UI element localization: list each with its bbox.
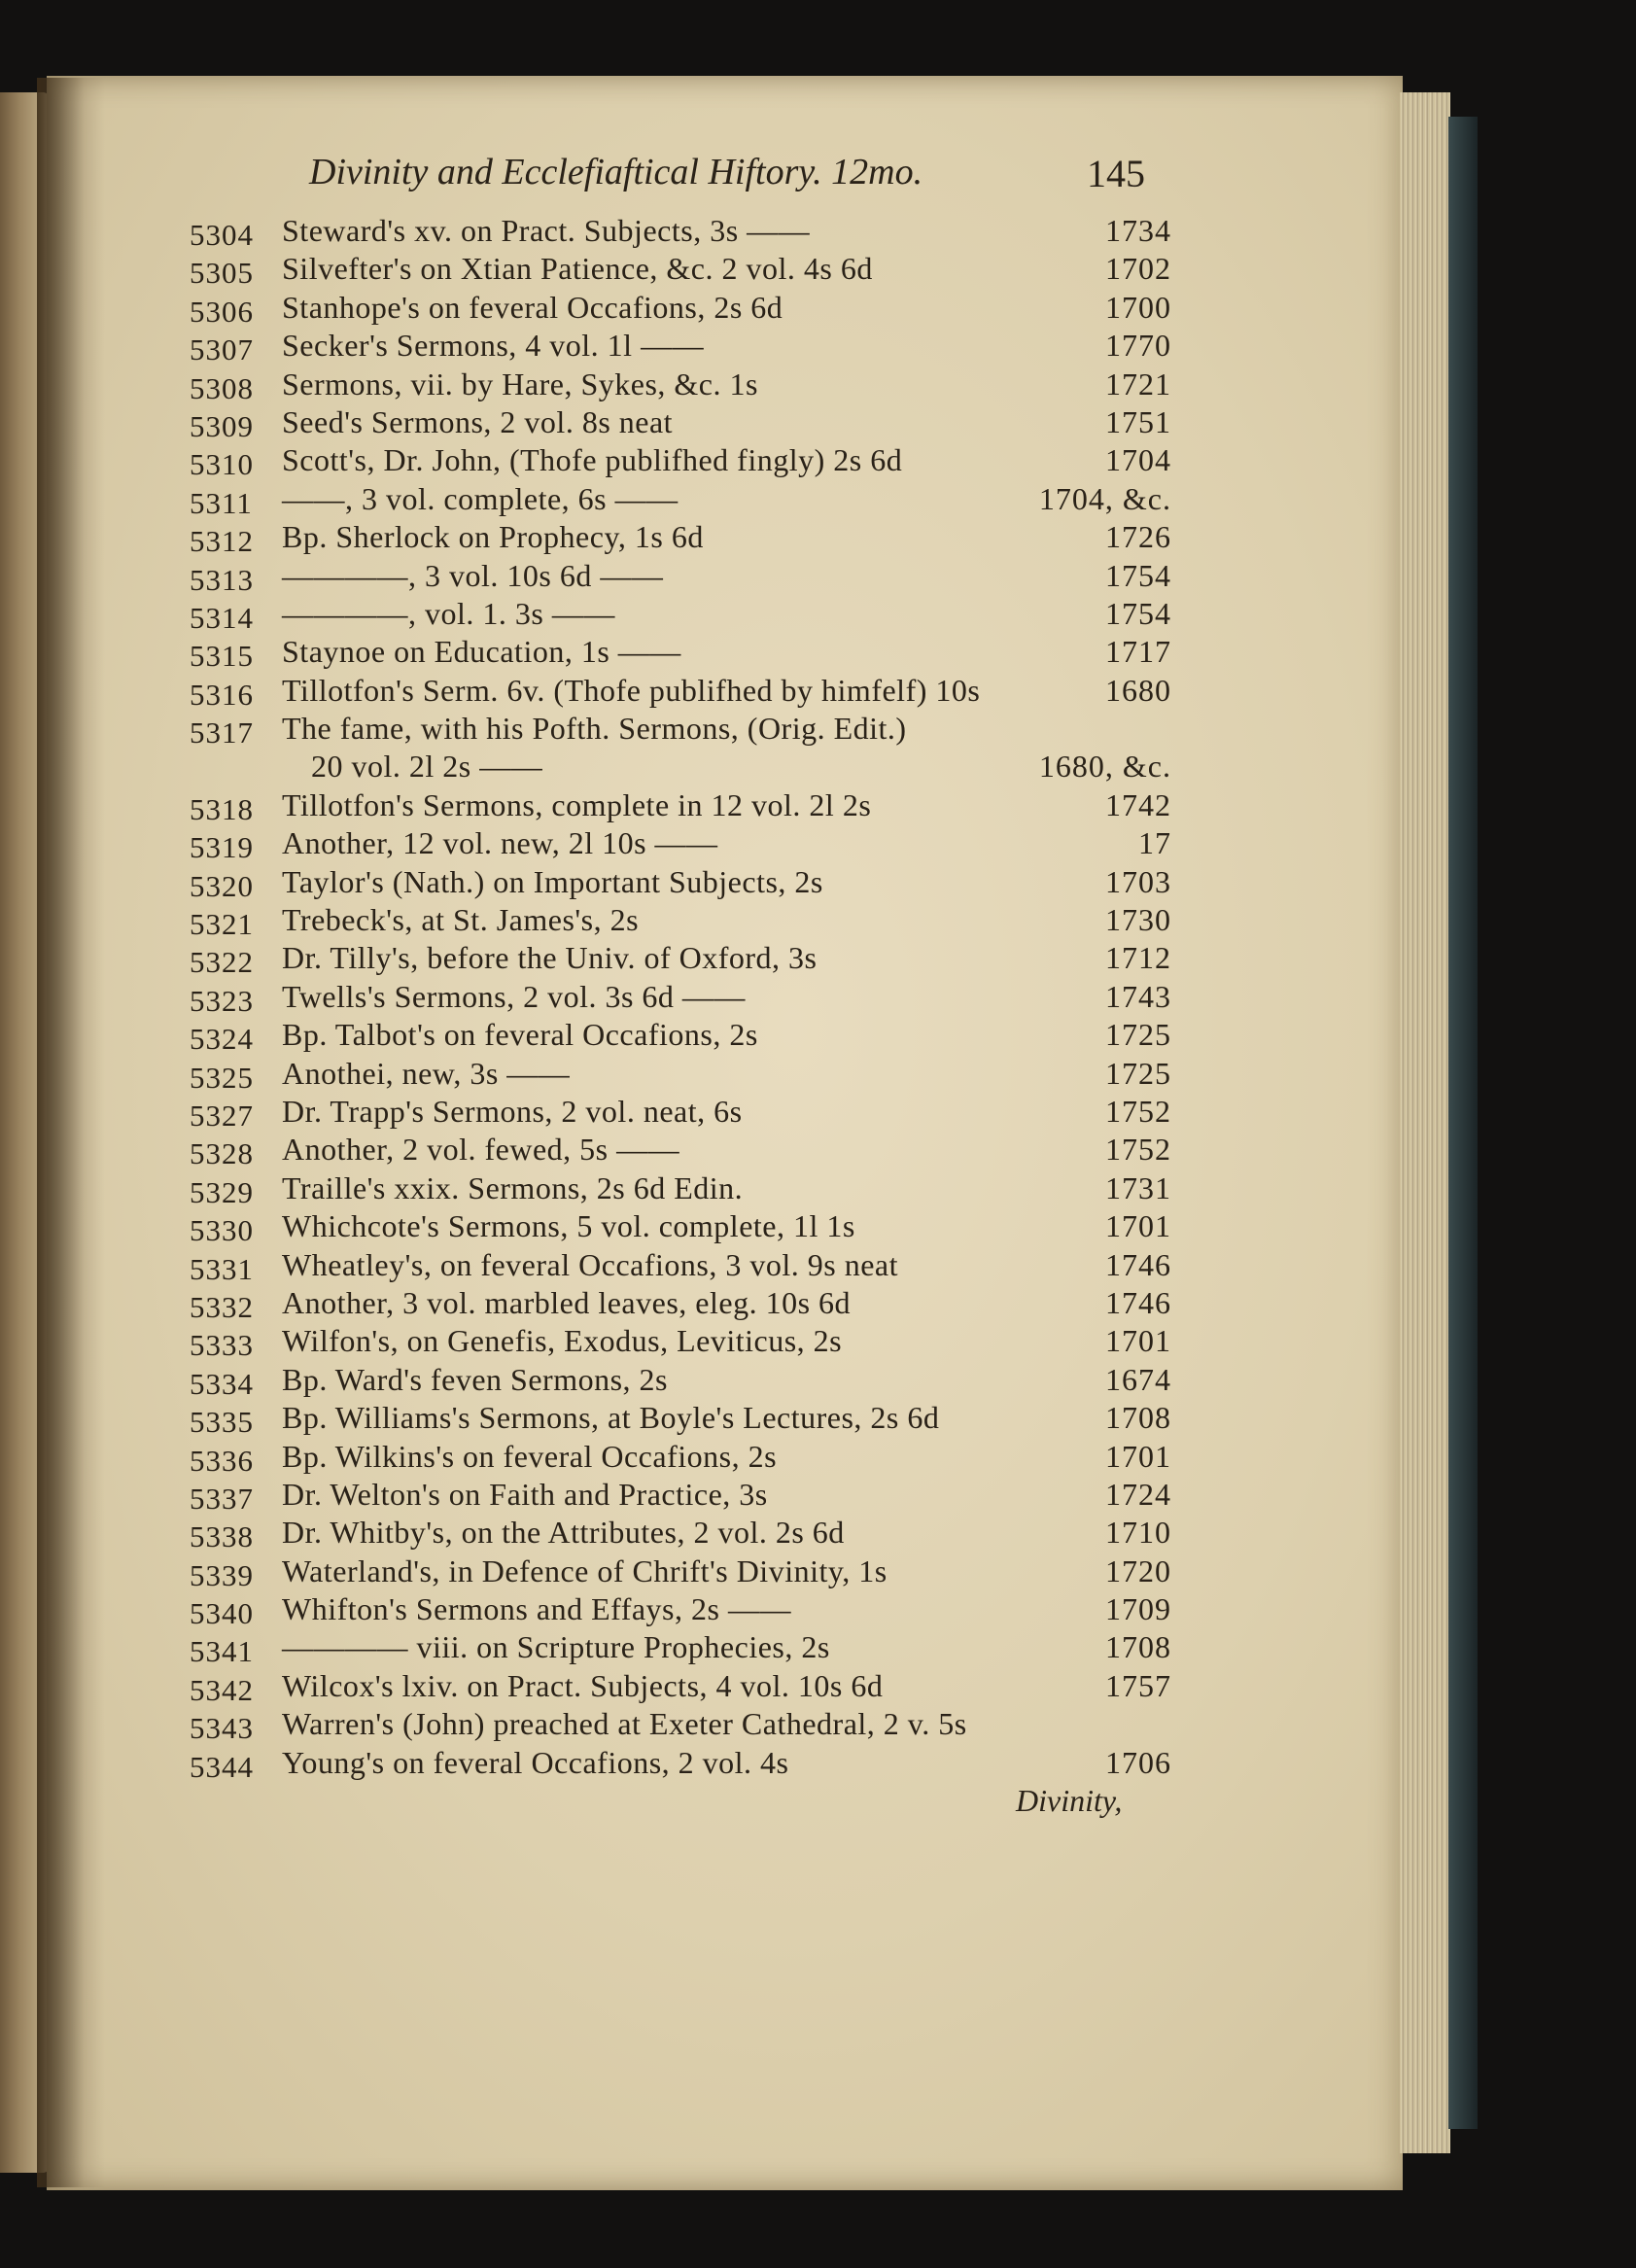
catalogue-entry <box>190 1553 1171 1590</box>
entry-year: 1754 <box>1105 557 1171 593</box>
entry-year: 1708 <box>1105 1629 1171 1665</box>
entry-description: Twells's Sermons, 2 vol. 3s 6d —— <box>282 978 746 1014</box>
catalogue-entry <box>190 1131 1171 1169</box>
entry-year: 1720 <box>1105 1553 1171 1588</box>
catalogue-entry <box>190 1628 1171 1669</box>
entry-year: 1702 <box>1105 251 1171 287</box>
lot-number: 5332 <box>190 1289 254 1324</box>
entry-year: 1752 <box>1105 1093 1171 1129</box>
entry-year: 1680, &c. <box>1038 749 1171 785</box>
catalogue-entry <box>190 1284 1171 1322</box>
entry-year: 1725 <box>1105 1017 1171 1053</box>
catalogue-entry <box>190 327 1171 365</box>
catalogue-entry <box>190 901 1171 942</box>
entry-description: Staynoe on Education, 1s —— <box>282 634 681 670</box>
lot-number: 5337 <box>190 1481 254 1516</box>
entry-description: Wilfon's, on Genefis, Exodus, Leviticus, 2s <box>282 1323 843 1359</box>
entry-description: Another, 12 vol. new, 2l 10s —— <box>282 825 718 861</box>
entry-year: 17 <box>1138 825 1171 861</box>
entry-description: Wheatley's, on feveral Occafions, 3 vol. 9s neat <box>282 1246 898 1282</box>
entry-year: 1742 <box>1105 786 1171 822</box>
entry-description: ————, 3 vol. 10s 6d —— <box>282 557 664 593</box>
catalogue-entry <box>190 978 1171 1016</box>
catalogue-entry <box>190 1667 1171 1705</box>
lot-number: 5333 <box>190 1328 254 1363</box>
lot-number: 5329 <box>190 1174 254 1209</box>
lot-number: 5309 <box>190 408 254 443</box>
entry-description: Sermons, vii. by Hare, Sykes, &c. 1s <box>282 366 758 401</box>
entry-description: Bp. Wilkins's on feveral Occafions, 2s <box>282 1438 778 1474</box>
entry-description: Trebeck's, at St. James's, 2s <box>282 902 640 938</box>
entry-year: 1704, &c. <box>1038 480 1171 516</box>
entry-year: 1712 <box>1105 940 1171 976</box>
book-gutter <box>37 78 105 2187</box>
catalogue-entry <box>190 710 1171 748</box>
entry-description: ——, 3 vol. complete, 6s —— <box>282 480 679 516</box>
entry-year: 1709 <box>1105 1591 1171 1627</box>
entry-year: 1730 <box>1105 902 1171 938</box>
lot-number: 5335 <box>190 1405 254 1440</box>
entry-description: Whifton's Sermons and Effays, 2s —— <box>282 1591 791 1627</box>
entry-year: 1717 <box>1105 634 1171 670</box>
entry-description: Waterland's, in Defence of Chrift's Divinity, 1s <box>282 1553 888 1588</box>
lot-number: 5312 <box>190 524 254 559</box>
entry-description: ————, vol. 1. 3s —— <box>282 595 615 631</box>
entry-year: 1754 <box>1105 595 1171 631</box>
entry-description: Warren's (John) preached at Exeter Cathedral, 2 v. 5s <box>282 1706 967 1742</box>
lot-number: 5310 <box>190 447 254 482</box>
lot-number: 5306 <box>190 294 254 329</box>
entry-description: Dr. Welton's on Faith and Practice, 3s <box>282 1476 768 1512</box>
entry-year: 1724 <box>1105 1476 1171 1512</box>
catalogue-entry <box>190 1361 1171 1399</box>
entry-year: 1751 <box>1105 403 1171 439</box>
lot-number: 5322 <box>190 945 254 980</box>
lot-number: 5320 <box>190 868 254 903</box>
lot-number: 5327 <box>190 1098 254 1133</box>
catalogue-entry <box>190 289 1171 327</box>
entry-description: Stanhope's on feveral Occafions, 2s 6d <box>282 289 783 325</box>
entry-year: 1700 <box>1105 289 1171 325</box>
book-cover-edge <box>1448 117 1478 2129</box>
entry-description: Another, 3 vol. marbled leaves, eleg. 10s 6d <box>282 1284 852 1320</box>
entry-year: 1746 <box>1105 1284 1171 1320</box>
lot-number: 5334 <box>190 1366 254 1401</box>
catalogue-entry <box>190 1438 1171 1476</box>
catalogue-entry <box>190 366 1171 403</box>
catalogue-entry <box>190 1514 1171 1552</box>
page-number: 145 <box>1087 152 1145 195</box>
lot-number: 5324 <box>190 1022 254 1057</box>
entry-description: Wilcox's lxiv. on Pract. Subjects, 4 vol. 10s 6d <box>282 1667 884 1703</box>
lot-number: 5319 <box>190 830 254 865</box>
catalogue-entry <box>190 1322 1171 1363</box>
page-block-edges <box>1400 92 1450 2153</box>
catalogue-entry <box>190 786 1171 824</box>
lot-number: 5338 <box>190 1519 254 1554</box>
entry-description: Silvefter's on Xtian Patience, &c. 2 vol. 4s 6d <box>282 251 873 287</box>
lot-number: 5317 <box>190 715 254 750</box>
lot-number: 5342 <box>190 1672 254 1707</box>
catalogue-entry <box>190 1744 1171 1782</box>
lot-number: 5314 <box>190 600 254 635</box>
lot-number: 5325 <box>190 1060 254 1095</box>
entry-description: Traille's xxix. Sermons, 2s 6d Edin. <box>282 1169 744 1205</box>
entry-description: Bp. Talbot's on feveral Occafions, 2s <box>282 1017 758 1053</box>
entry-year: 1725 <box>1105 1055 1171 1091</box>
catalogue-entry <box>190 518 1171 559</box>
catalogue-entry <box>190 672 1171 710</box>
entry-description: Another, 2 vol. fewed, 5s —— <box>282 1132 680 1168</box>
running-header <box>309 151 1145 209</box>
lot-number: 5308 <box>190 370 254 405</box>
lot-number: 5344 <box>190 1749 254 1784</box>
catalogue-entry <box>190 1590 1171 1631</box>
entry-description: ———— viii. on Scripture Prophecies, 2s <box>282 1629 830 1665</box>
entry-description: Tillotfon's Sermons, complete in 12 vol. 2l 2s <box>282 786 872 822</box>
lot-number: 5318 <box>190 791 254 826</box>
catalogue-entry <box>190 1476 1171 1514</box>
catalogue-entry <box>190 557 1171 595</box>
entry-description: Bp. Sherlock on Prophecy, 1s 6d <box>282 519 704 555</box>
entry-year: 1701 <box>1105 1208 1171 1244</box>
catalogue-entry <box>190 595 1171 633</box>
entry-year: 1757 <box>1105 1667 1171 1703</box>
catalogue-entry <box>190 1093 1171 1131</box>
lot-number: 5343 <box>190 1711 254 1746</box>
lot-number: 5307 <box>190 332 254 367</box>
lot-number: 5316 <box>190 677 254 712</box>
entry-description: Dr. Whitby's, on the Attributes, 2 vol. 2s 6d <box>282 1515 845 1551</box>
catalogue-entry <box>190 939 1171 980</box>
catalogue-entry <box>190 403 1171 441</box>
catalogue-entries <box>190 212 1171 1782</box>
entry-year: 1701 <box>1105 1438 1171 1474</box>
entry-year: 1706 <box>1105 1744 1171 1780</box>
catalogue-entry <box>190 480 1171 518</box>
catalogue-entry <box>190 1399 1171 1440</box>
entry-description: Taylor's (Nath.) on Important Subjects, 2s <box>282 863 823 899</box>
lot-number: 5339 <box>190 1557 254 1592</box>
catalogue-entry <box>190 824 1171 865</box>
entry-year: 1701 <box>1105 1323 1171 1359</box>
entry-description: Whichcote's Sermons, 5 vol. complete, 1l 1s <box>282 1208 855 1244</box>
entry-description: Dr. Trapp's Sermons, 2 vol. neat, 6s <box>282 1093 743 1129</box>
entry-description: 20 vol. 2l 2s —— <box>311 749 543 785</box>
entry-description: Steward's xv. on Pract. Subjects, 3s —— <box>282 213 811 248</box>
entry-year: 1752 <box>1105 1132 1171 1168</box>
entry-description: Secker's Sermons, 4 vol. 1l —— <box>282 328 705 364</box>
running-title: Divinity and Ecclefiaftical Hiftory. 12mo. <box>309 152 923 192</box>
lot-number: 5336 <box>190 1443 254 1478</box>
catalogue-entry <box>190 1016 1171 1057</box>
entry-year: 1726 <box>1105 519 1171 555</box>
catalogue-entry <box>190 1705 1171 1746</box>
entry-year: 1721 <box>1105 366 1171 401</box>
entry-year: 1703 <box>1105 863 1171 899</box>
lot-number: 5321 <box>190 907 254 942</box>
lot-number: 5311 <box>190 485 253 520</box>
catalogue-entry <box>190 441 1171 482</box>
entry-year: 1743 <box>1105 978 1171 1014</box>
entry-year: 1704 <box>1105 442 1171 478</box>
entry-year: 1710 <box>1105 1515 1171 1551</box>
entry-description: Bp. Williams's Sermons, at Boyle's Lectures, 2s 6d <box>282 1400 940 1436</box>
entry-description: Young's on feveral Occafions, 2 vol. 4s <box>282 1744 789 1780</box>
entry-year: 1680 <box>1105 672 1171 708</box>
lot-number: 5328 <box>190 1136 254 1171</box>
entry-description: Scott's, Dr. John, (Thofe publifhed fingly) 2s 6d <box>282 442 903 478</box>
entry-year: 1708 <box>1105 1400 1171 1436</box>
lot-number: 5340 <box>190 1596 254 1631</box>
entry-description: Bp. Ward's feven Sermons, 2s <box>282 1361 668 1397</box>
catalogue-entry <box>190 748 1171 785</box>
catalogue-entry <box>190 212 1171 250</box>
catalogue-entry <box>190 633 1171 674</box>
entry-year: 1734 <box>1105 213 1171 248</box>
entry-description: Anothei, new, 3s —— <box>282 1055 571 1091</box>
lot-number: 5323 <box>190 983 254 1018</box>
entry-description: The fame, with his Pofth. Sermons, (Orig. Edit.) <box>282 711 907 747</box>
entry-year: 1674 <box>1105 1361 1171 1397</box>
lot-number: 5315 <box>190 639 254 674</box>
entry-description: Seed's Sermons, 2 vol. 8s neat <box>282 403 674 439</box>
entry-year: 1770 <box>1105 328 1171 364</box>
lot-number: 5305 <box>190 256 254 291</box>
lot-number: 5304 <box>190 218 254 252</box>
catalogue-entry <box>190 1055 1171 1093</box>
lot-number: 5331 <box>190 1251 254 1286</box>
entry-description: Dr. Tilly's, before the Univ. of Oxford, 3s <box>282 940 818 976</box>
catchword: Divinity, <box>1016 1783 1123 1818</box>
entry-year: 1746 <box>1105 1246 1171 1282</box>
entry-year: 1731 <box>1105 1169 1171 1205</box>
catalogue-entry <box>190 863 1171 901</box>
lot-number: 5341 <box>190 1634 254 1669</box>
catalogue-entry <box>190 1246 1171 1284</box>
catalogue-entry <box>190 250 1171 291</box>
lot-number: 5330 <box>190 1213 254 1248</box>
catalogue-entry <box>190 1207 1171 1248</box>
entry-description: Tillotfon's Serm. 6v. (Thofe publifhed by himfelf) 10s <box>282 672 981 708</box>
lot-number: 5313 <box>190 562 254 597</box>
catalogue-entry <box>190 1169 1171 1207</box>
